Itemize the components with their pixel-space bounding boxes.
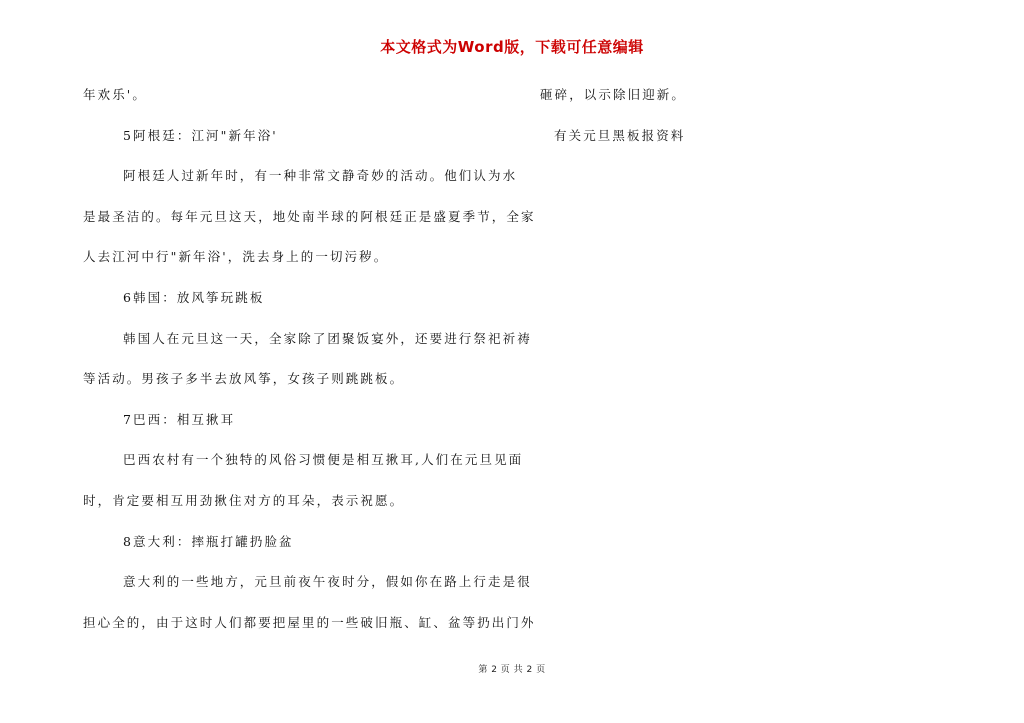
paragraph-line: 人去江河中行"新年浴'，洗去身上的一切污秽。 [83,249,389,265]
section-heading-brazil: 7巴西：相互揪耳 [123,411,236,427]
section-heading-blackboard: 有关元旦黑板报资料 [554,127,686,143]
section-heading-italy: 8意大利：摔瓶打罐扔脸盆 [123,533,294,549]
left-text-column [83,78,536,646]
text-line: 年欢乐'。 [83,87,147,102]
section-heading-korea: 6韩国：放风筝玩跳板 [123,289,265,305]
paragraph-line: 担心全的，由于这时人们都要把屋里的一些破旧瓶、缸、盆等扔出门外 [83,614,536,630]
paragraph-line: 意大利的一些地方，元旦前夜午夜时分，假如你在路上行走是很 [123,574,532,590]
paragraph-line: 巴西农村有一个独特的风俗习惯便是相互揪耳,人们在元旦见面 [123,452,524,468]
paragraph-line: 砸碎，以示除旧迎新。 [540,87,687,102]
paragraph-line: 韩国人在元旦这一天，全家除了团聚饭宴外，还要进行祭祀祈祷 [123,330,532,346]
paragraph-line: 等活动。男孩子多半去放风筝，女孩子则跳跳板。 [83,371,405,387]
document-header-title: 本文格式为Word版，下载可任意编辑 [380,38,644,56]
section-heading-argentina: 5阿根廷：江河"新年浴' [123,127,278,143]
right-text-column [540,78,780,159]
paragraph-line: 是最圣洁的。每年元旦这天，地处南半球的阿根廷正是盛夏季节，全家 [83,208,536,224]
page-number-footer: 第 2 页 共 2 页 [478,665,546,675]
paragraph-line: 阿根廷人过新年时，有一种非常文静奇妙的活动。他们认为水 [123,168,518,184]
paragraph-line: 时，肯定要相互用劲揪住对方的耳朵，表示祝愿。 [83,492,405,508]
